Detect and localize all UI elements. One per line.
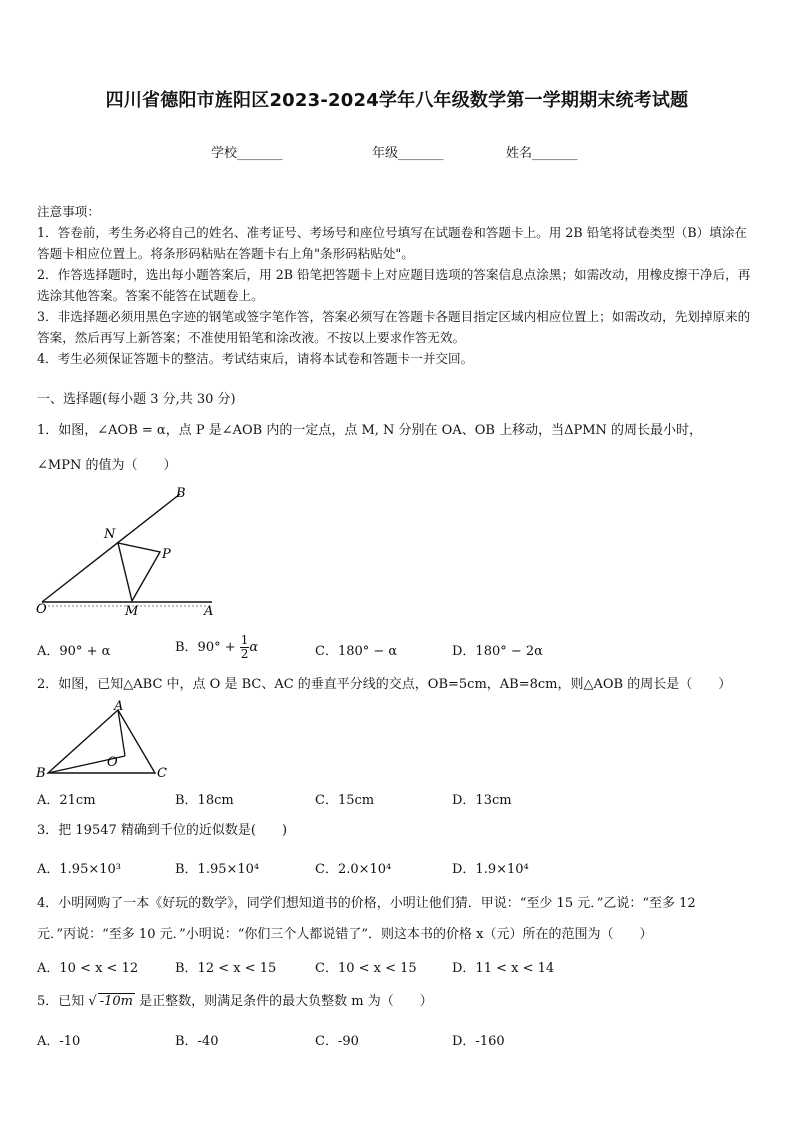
option-d[interactable]: D．13cm xyxy=(452,793,512,808)
option-d[interactable]: D．1.9×10⁴ xyxy=(452,862,529,877)
radicand: -10m xyxy=(99,994,133,1009)
name-field: 姓名_______ xyxy=(506,146,578,161)
label-a: A xyxy=(114,699,124,714)
label-o: O xyxy=(36,602,47,617)
option-a[interactable]: A．1.95×10³ xyxy=(37,862,121,877)
notice-item-3: 3．非选择题必须用黑色字迹的钢笔或签字笔作答，答案必须写在答题卡各题目指定区域内相应位置上；如需改动，先划掉原来的答案，然后再写上新答案；不准使用铅笔和涂改液。不按以上要求作答无效。 xyxy=(37,309,751,345)
option-c[interactable]: C．2.0×10⁴ xyxy=(315,862,392,877)
option-b[interactable]: B．90° + $\frac{1}{2}$ α xyxy=(175,633,259,661)
option-b[interactable]: B．-40 xyxy=(175,1034,219,1049)
option-a[interactable]: A．90° + α xyxy=(37,644,111,659)
label-o: O xyxy=(107,755,118,770)
label-c: C xyxy=(157,766,167,781)
label-b: B xyxy=(176,486,186,501)
page-title: 四川省德阳市旌阳区2023-2024学年八年级数学第一学期期末统考试题 xyxy=(105,90,689,111)
question-3-options xyxy=(37,858,762,878)
question-3-text: 3．把 19547 精确到千位的近似数是( ) xyxy=(37,823,288,838)
option-b[interactable]: B．1.95×10⁴ xyxy=(175,862,260,877)
triangle-abc xyxy=(48,710,155,773)
notice-heading: 注意事项： xyxy=(37,204,100,219)
option-c[interactable]: C．10 < x < 15 xyxy=(315,961,417,976)
label-a: A xyxy=(204,604,214,619)
school-field: 学校_______ xyxy=(211,146,283,161)
question-4-text-2: 元．”丙说：“至多 10 元．”小明说：“你们三个人都说错了”．则这本书的价格 x（元）所在的范围为（ ） xyxy=(37,927,653,942)
question-4-text: 4．小明网购了一本《好玩的数学》，同学们想知道书的价格，小明让他们猜．甲说：“至少 15 元．”乙说：“至多 12 xyxy=(37,896,696,911)
question-2-figure xyxy=(30,698,180,783)
option-b[interactable]: B．18cm xyxy=(175,793,234,808)
option-a[interactable]: A．21cm xyxy=(37,793,96,808)
ray-ob xyxy=(42,494,180,602)
option-b[interactable]: B．12 < x < 15 xyxy=(175,961,277,976)
label-m: M xyxy=(125,604,139,619)
triangle-pmn xyxy=(118,543,160,601)
question-1-figure xyxy=(30,480,230,620)
question-1-options xyxy=(37,633,762,661)
question-2-text: 2．如图，已知△ABC 中，点 O 是 BC、AC 的垂直平分线的交点，OB=5cm，AB=8cm，则△AOB 的周长是（ ） xyxy=(37,677,732,692)
option-c[interactable]: C．15cm xyxy=(315,793,375,808)
question-4-options xyxy=(37,957,762,977)
label-n: N xyxy=(104,527,116,542)
option-c[interactable]: C．-90 xyxy=(315,1034,359,1049)
notice-item-1: 1．答卷前，考生务必将自己的姓名、准考证号、考场号和座位号填写在试题卷和答题卡上。用 2B 铅笔将试卷类型（B）填涂在答题卡相应位置上。将条形码粘贴在答题卡右上角"条形码粘贴处"。 xyxy=(37,225,748,261)
notice-item-4: 4．考生必须保证答题卡的整洁。考试结束后，请将本试卷和答题卡一并交回。 xyxy=(37,351,474,366)
option-d[interactable]: D．11 < x < 14 xyxy=(452,961,555,976)
label-b: B xyxy=(36,766,46,781)
option-a[interactable]: A．10 < x < 12 xyxy=(37,961,139,976)
question-5-text: 5．已知 √ -10m 是正整数，则满足条件的最大负整数 m 为（ ） xyxy=(37,994,433,1009)
grade-field: 年级_______ xyxy=(372,146,444,161)
question-5-options xyxy=(37,1030,762,1050)
option-d[interactable]: D．-160 xyxy=(452,1034,505,1049)
option-a[interactable]: A．-10 xyxy=(37,1034,81,1049)
question-1-text: 1．如图，∠AOB = α，点 P 是∠AOB 内的一定点，点 M, N 分别在 OA、OB 上移动，当ΔPMN 的周长最小时， xyxy=(37,423,703,438)
option-d[interactable]: D．180° − 2α xyxy=(452,644,543,659)
sqrt-sign: √ xyxy=(88,994,97,1009)
notice-block xyxy=(37,201,759,369)
option-c[interactable]: C．180° − α xyxy=(315,644,398,659)
section-heading: 一、选择题(每小题 3 分,共 30 分) xyxy=(37,392,236,407)
question-2-options xyxy=(37,789,762,809)
label-p: P xyxy=(162,547,171,562)
notice-item-2: 2．作答选择题时，选出每小题答案后，用 2B 铅笔把答题卡上对应题目选项的答案信息点涂黑；如需改动，用橡皮擦干净后，再选涂其他答案。答案不能答在试题卷上。 xyxy=(37,267,751,303)
question-1-text-2: ∠MPN 的值为（ ） xyxy=(37,458,177,473)
